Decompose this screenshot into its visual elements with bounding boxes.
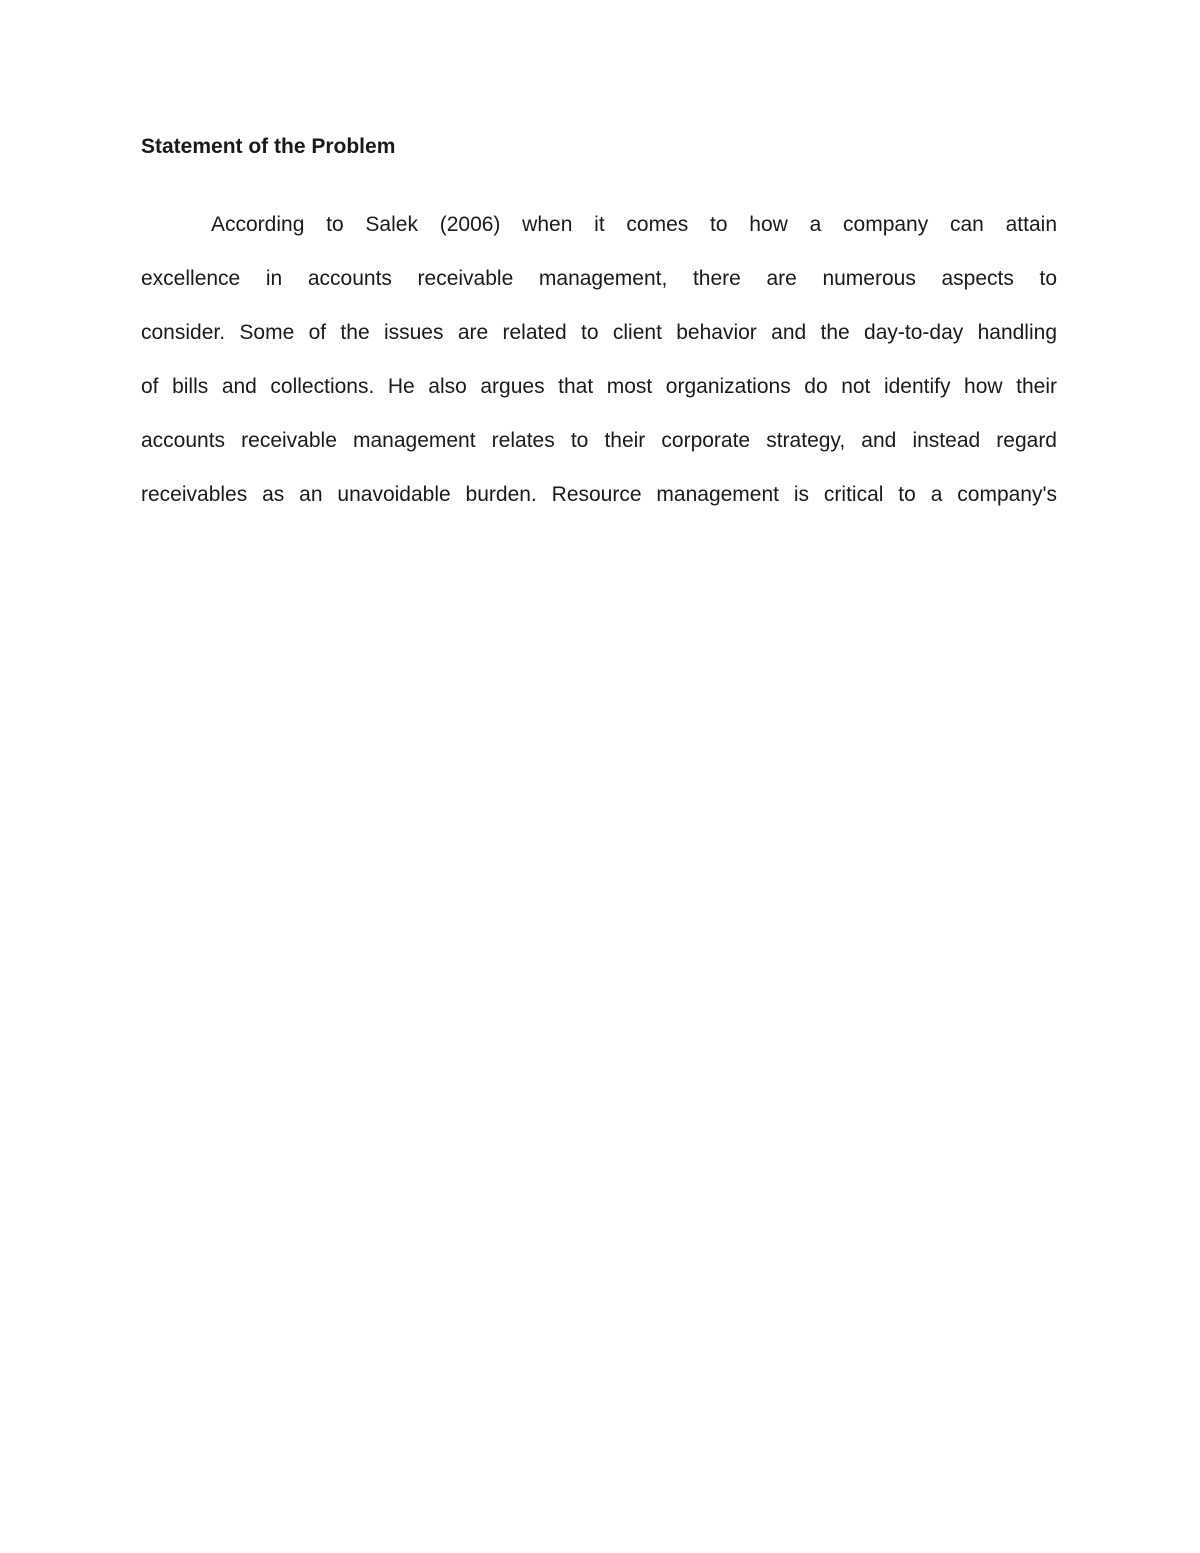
paragraph-line: excellence in accounts receivable management, there are numerous aspects to xyxy=(141,267,1057,290)
body-paragraph xyxy=(141,198,1057,522)
paragraph-line: receivables as an unavoidable burden. Resource management is critical to a company's xyxy=(141,483,1057,506)
paragraph-line: consider. Some of the issues are related to client behavior and the day-to-day handling xyxy=(141,321,1057,344)
paragraph-line: accounts receivable management relates to their corporate strategy, and instead regard xyxy=(141,429,1057,452)
paragraph-line: According to Salek (2006) when it comes to how a company can attain xyxy=(211,213,1057,236)
section-heading: Statement of the Problem xyxy=(141,135,396,158)
paragraph-line: of bills and collections. He also argues that most organizations do not identify how their xyxy=(141,375,1057,398)
